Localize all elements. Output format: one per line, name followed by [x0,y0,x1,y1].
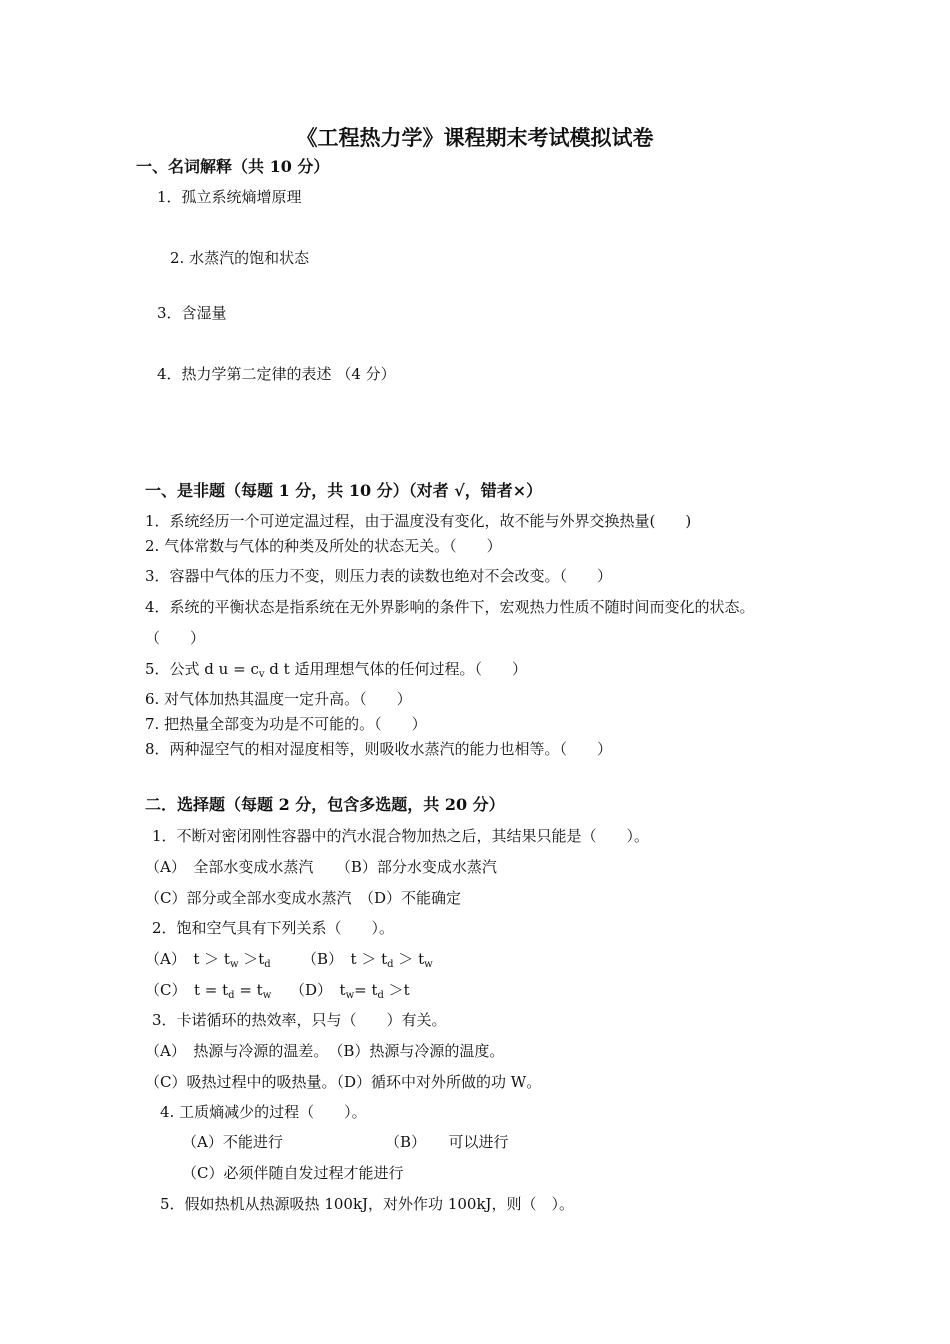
true-false-item: 1．系统经历一个可逆定温过程，由于温度没有变化，故不能与外界交换热量( ) [145,512,692,530]
question-2-stem: 2．饱和空气具有下列关系（ ）。 [152,919,395,937]
option-text: ＞ t [393,950,425,968]
subscript: d [387,959,394,970]
subscript: d [264,959,271,970]
question-1-stem: 1．不断对密闭刚性容器中的汽水混合物加热之后，其结果只能是（ ）。 [152,827,650,845]
true-false-item: 4．系统的平衡状态是指系统在无外界影响的条件下，宏观热力性质不随时间而变化的状态。 [145,598,755,616]
subscript: w [424,959,433,970]
true-false-item: 2. 气体常数与气体的种类及所处的状态无关。（ ） [145,537,502,555]
question-4-stem: 4. 工质熵减少的过程（ ）。 [160,1103,367,1121]
option-text: （B） t ＞ t [302,950,388,968]
section-heading-definitions: 一、名词解释（共 10 分） [136,157,330,176]
definition-item: 1．孤立系统熵增原理 [157,188,302,206]
option-text: = t [354,981,378,999]
option-text: （D） t [290,981,346,999]
true-false-item [145,660,527,684]
question-4-option-b: （B） 可以进行 [385,1133,509,1151]
question-4-option-a: （A）不能进行 [182,1133,283,1151]
question-3-options-ab: （A） 热源与冷源的温差。 （B）热源与冷源的温度。 [145,1042,505,1060]
question-2-option-c [145,981,271,1005]
definition-item: 4．热力学第二定律的表述 （4 分） [157,365,396,383]
section-heading-multiple-choice: 二．选择题（每题 2 分，包含多选题，共 20 分） [145,795,505,814]
option-text: （C） t = t [145,981,229,999]
subscript: d [377,990,384,1001]
true-false-item: 8．两种湿空气的相对湿度相等，则吸收水蒸汽的能力也相等。（ ） [145,740,613,758]
question-2-option-b [302,950,433,974]
question-2-option-d [290,981,410,1005]
formula-suffix: d t 适用理想气体的任何过程。（ ） [264,660,527,678]
subscript: w [262,990,272,1001]
question-3-stem: 3．卡诺循环的热效率，只与（ ）有关。 [152,1011,447,1029]
question-3-options-cd: （C）吸热过程中的吸热量。（D）循环中对外所做的功 W。 [145,1073,542,1091]
definition-item: 3．含湿量 [157,304,227,322]
true-false-item-continuation: （ ） [145,629,206,647]
subscript: w [229,959,239,970]
question-1-options-ab: （A） 全部水变成水蒸汽 （B）部分水变成水蒸汽 [145,858,497,876]
option-text: ＞t [238,950,265,968]
true-false-item: 3．容器中气体的压力不变，则压力表的读数也绝对不会改变。（ ） [145,567,613,585]
question-5-stem: 5．假如热机从热源吸热 100kJ，对外作功 100kJ，则（ ）。 [160,1195,575,1213]
subscript: d [228,990,235,1001]
formula-prefix: 5．公式 d u = c [145,660,259,678]
subscript: w [345,990,355,1001]
question-1-options-cd: （C）部分或全部水变成水蒸汽 （D）不能确定 [145,889,462,907]
formula-subscript: v [258,669,265,680]
option-text: （A） t ＞ t [145,950,230,968]
true-false-item: 6. 对气体加热其温度一定升高。（ ） [145,690,412,708]
section-heading-true-false: 一、是非题（每题 1 分，共 10 分）（对者 √，错者×） [145,481,543,500]
true-false-item: 7. 把热量全部变为功是不可能的。（ ） [145,715,427,733]
definition-item: 2. 水蒸汽的饱和状态 [170,249,310,267]
question-2-option-a [145,950,271,974]
question-4-option-c: （C）必须伴随自发过程才能进行 [182,1164,404,1182]
option-text: = t [234,981,263,999]
option-text: ＞t [383,981,410,999]
page-title: 《工程热力学》课程期末考试模拟试卷 [296,125,654,150]
